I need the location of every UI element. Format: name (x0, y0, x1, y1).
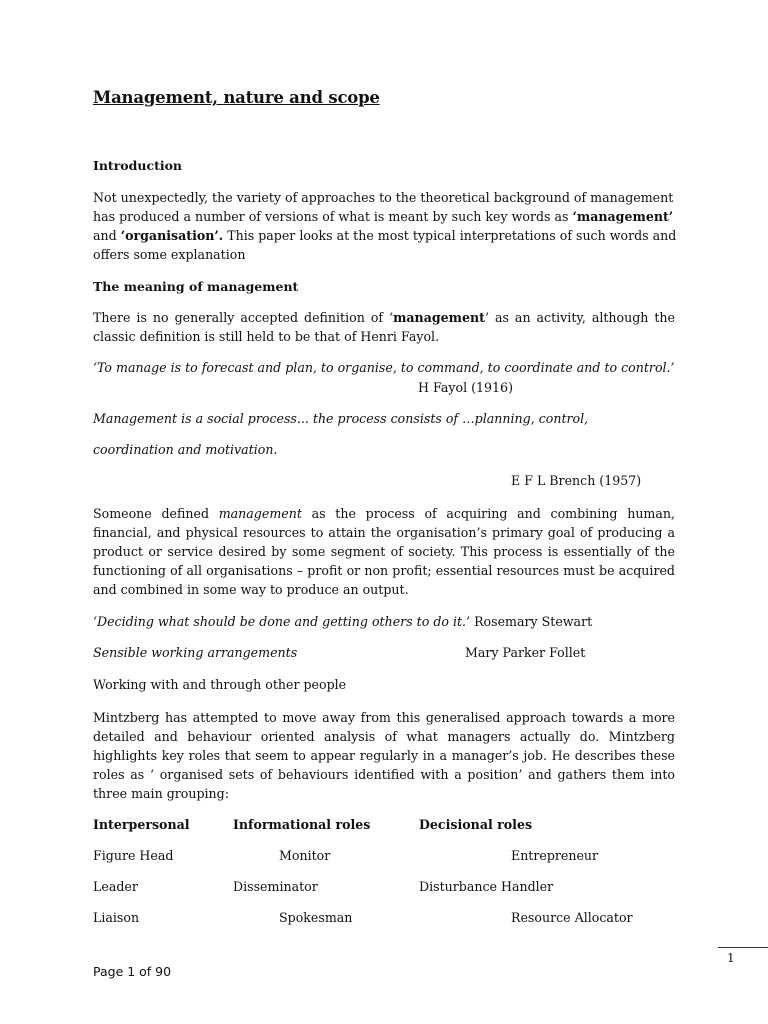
introduction-heading: Introduction (93, 158, 183, 173)
mintzberg-paragraph: Mintzberg has attempted to move away from this generalised approach towards a more detailed and behaviour oriented analysis of what managers actually do. Mintzberg highlights key roles that seem to appear regularly in a manager’s job. He describes these roles as ‘ organised sets of behaviours identified with a position’ and gathers them into three main grouping: (93, 710, 675, 801)
stewart-attribution: Rosemary Stewart (470, 614, 593, 629)
role-cell: Disseminator (233, 879, 318, 894)
introduction-paragraph (93, 188, 675, 264)
follet-quote: Sensible working arrangements (93, 645, 298, 660)
page-count-label: Page 1 of 90 (93, 964, 172, 979)
intro-text: and (93, 228, 121, 243)
meaning-keyword: management (393, 310, 485, 325)
fayol-attribution: H Fayol (1916) (418, 380, 513, 395)
brench-quote-line: Management is a social process... the process consists of …planning, control, (93, 411, 589, 426)
fayol-quote: ‘To manage is to forecast and plan, to organise, to command, to coordinate and to control.’ (93, 360, 675, 375)
intro-text: has produced a number of versions of what is meant by such key words as (93, 209, 573, 224)
role-cell: Spokesman (279, 910, 353, 925)
someone-text: as the process of acquiring and combining human, financial, and physical resources to attain the organisation’s primary goal of producing a product or service desired by some segment of society. This process is essentially of the functioning of all organisations – profit or non profit; essential resources must be acquired and combined in some way to produce an output. (93, 506, 675, 597)
intro-line (93, 207, 675, 226)
document-title: Management, nature and scope (93, 88, 380, 107)
intro-line (93, 226, 675, 245)
someone-emphasis: management (218, 506, 302, 521)
meaning-heading: The meaning of management (93, 279, 299, 294)
intro-keyword-organisation: ‘organisation’. (120, 228, 224, 243)
follet-attribution: Mary Parker Follet (465, 645, 586, 660)
page-number: 1 (727, 951, 735, 965)
role-cell: Disturbance Handler (419, 879, 554, 894)
role-cell: Liaison (93, 910, 140, 925)
roles-header-decisional: Decisional roles (419, 817, 533, 832)
meaning-text: There is no generally accepted definition of ‘ (93, 310, 394, 325)
role-cell: Figure Head (93, 848, 174, 863)
footer-divider (718, 947, 768, 948)
someone-text: Someone defined (93, 506, 219, 521)
role-cell: Resource Allocator (511, 910, 633, 925)
brench-attribution: E F L Brench (1957) (511, 473, 642, 488)
role-cell: Entrepreneur (511, 848, 599, 863)
working-line: Working with and through other people (93, 677, 347, 692)
stewart-quote-line (93, 614, 592, 629)
role-cell: Monitor (279, 848, 331, 863)
someone-defined-paragraph (93, 504, 675, 599)
intro-line: offers some explanation (93, 247, 246, 262)
intro-text: This paper looks at the most typical interpretations of such words and (223, 228, 677, 243)
stewart-quote: ‘Deciding what should be done and getting others to do it.’ (93, 614, 471, 629)
role-cell: Leader (93, 879, 138, 894)
intro-line: Not unexpectedly, the variety of approaches to the theoretical background of management (93, 190, 674, 205)
meaning-paragraph (93, 308, 675, 346)
brench-quote-line: coordination and motivation. (93, 442, 278, 457)
meaning-text: ’ as an activity, although the classic definition is still held to be that of Henri Fayol. (93, 310, 675, 344)
roles-header-interpersonal: Interpersonal (93, 817, 190, 832)
intro-keyword-management: ‘management’ (572, 209, 674, 224)
roles-header-informational: Informational roles (233, 817, 371, 832)
